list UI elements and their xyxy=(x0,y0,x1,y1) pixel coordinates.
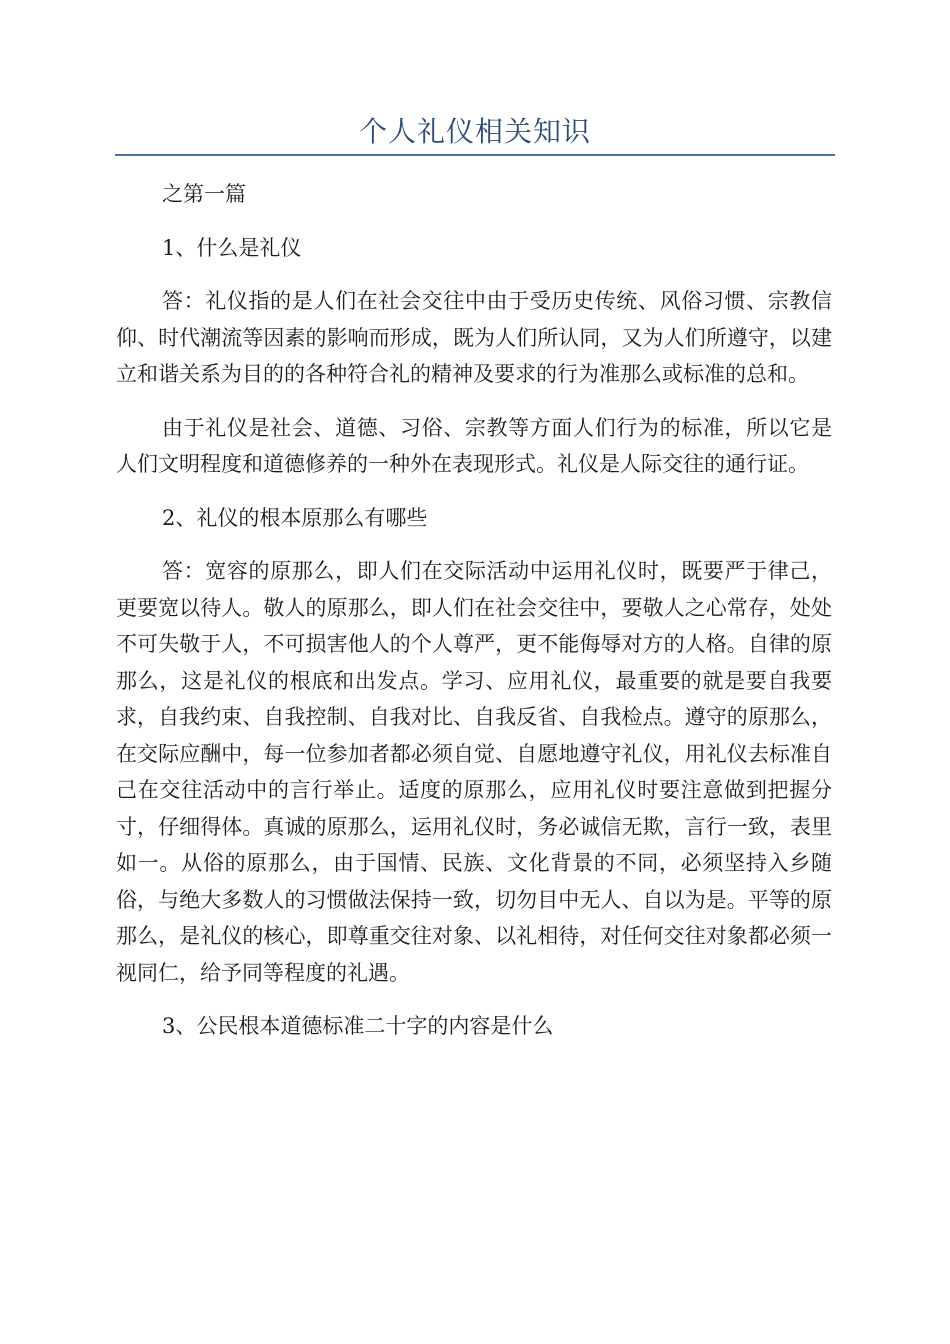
document-title: 个人礼仪相关知识 xyxy=(358,115,591,148)
title-underline xyxy=(115,154,835,156)
question-heading-2: 2、礼仪的根本原那么有哪些 xyxy=(162,505,428,530)
question-heading-1: 1、什么是礼仪 xyxy=(162,235,302,260)
section-heading: 之第一篇 xyxy=(162,182,246,206)
document-body xyxy=(116,176,832,1062)
body-paragraph: 由于礼仪是社会、道德、习俗、宗教等方面人们行为的标准，所以它是人们文明程度和道德修养的一种外在表现形式。礼仪是人际交往的通行证。 xyxy=(116,415,832,476)
answer-paragraph-2: 答：宽容的原那么，即人们在交际活动中运用礼仪时，既要严于律己，更要宽以待人。敬人的原那么，即人们在社会交往中，要敬人之心常存，处处不可失敬于人，不可损害他人的个人尊严，更不能侮辱对方的人格。自律的原那么，这是礼仪的根底和出发点。学习、应用礼仪，最重要的就是要自我要求，自我约束、自我控制、自我对比、自我反省、自我检点。遵守的原那么，在交际应酬中，每一位参加者都必须自觉、自愿地遵守礼仪，用礼仪去标准自己在交往活动中的言行举止。适度的原那么，应用礼仪时要注意做到把握分寸，仔细得体。真诚的原那么，运用礼仪时，务必诚信无欺，言行一致，表里如一。从俗的原那么，由于国情、民族、文化背景的不同，必须坚持入乡随俗，与绝大多数人的习惯做法保持一致，切勿目中无人、自以为是。平等的原那么，是礼仪的核心，即尊重交往对象、以礼相待，对任何交往对象都必须一视同仁，给予同等程度的礼遇。 xyxy=(116,559,832,985)
question-heading-3: 3、公民根本道德标准二十字的内容是什么 xyxy=(162,1014,554,1038)
answer-paragraph-1: 答：礼仪指的是人们在社会交往中由于受历史传统、风俗习惯、宗教信仰、时代潮流等因素的影响而形成，既为人们所认同，又为人们所遵守，以建立和谐关系为目的的各种符合礼的精神及要求的行为准那么或标准的总和。 xyxy=(116,289,832,386)
